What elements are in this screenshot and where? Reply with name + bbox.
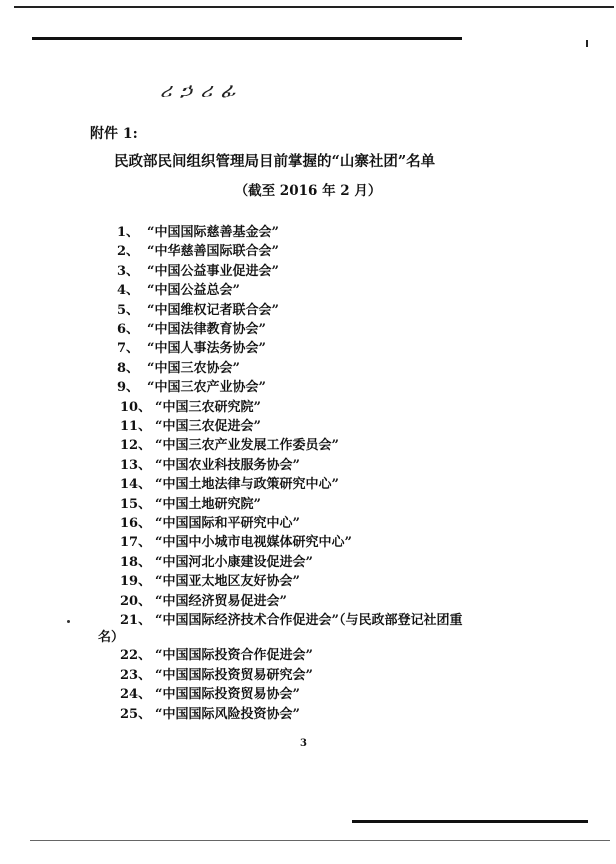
list-item [117, 359, 240, 379]
list-item [117, 320, 266, 340]
list-item-number: 6、 [117, 322, 140, 337]
list-item-number: 5、 [117, 302, 140, 318]
footer-rule [352, 820, 588, 823]
list-item-name: “中国三农产业协会” [147, 380, 266, 396]
list-item-number: 25、 [120, 706, 152, 722]
list-item [120, 495, 261, 515]
list-item-number: 21、 [120, 613, 152, 628]
list-item-name: “中国国际投资贸易协会” [155, 687, 300, 702]
list-item-name: “中国国际风险投资协会” [155, 706, 300, 722]
list-item [117, 223, 279, 243]
list-item [117, 339, 266, 359]
page-number: 3 [300, 738, 307, 749]
list-item-name: “中国国际和平研究中心” [155, 516, 300, 531]
list-item [120, 533, 352, 553]
list-item-number: 3、 [117, 263, 140, 279]
list-item-number: 20、 [120, 593, 152, 609]
scan-mark [586, 40, 588, 47]
list-item [117, 281, 240, 301]
list-item-name: “中国公益总会” [147, 283, 240, 299]
list-item-name: “中国三农产业发展工作委员会” [155, 438, 339, 454]
list-item-name: “中国中小城市电视媒体研究中心” [155, 535, 352, 551]
list-item-number: 14、 [120, 477, 152, 493]
list-item [117, 301, 279, 321]
list-item-name: “中国河北小康建设促进会” [155, 554, 313, 570]
list-item-name: “中国国际经济技术合作促进会”（与民政部登记社团重 [155, 613, 463, 628]
list-item-number: 16、 [120, 516, 152, 531]
list-item [117, 242, 279, 262]
list-item-name: “中华慈善国际联合会” [147, 244, 279, 260]
scan-edge-top [14, 6, 614, 8]
list-item-name: “中国人事法务协会” [147, 341, 266, 357]
list-item [120, 475, 339, 495]
list-item-number: 10、 [120, 399, 152, 415]
list-item-name: “中国法律教育协会” [147, 322, 266, 337]
attachment-label: 附件 1: [90, 126, 138, 142]
document-subtitle: （截至 2016 年 2 月） [234, 183, 382, 199]
list-item-name: “中国农业科技服务协会” [155, 457, 300, 473]
list-item-name: “中国三农促进会” [155, 419, 261, 434]
header-rule [32, 37, 462, 40]
list-item-name: “中国维权记者联合会” [147, 302, 279, 318]
list-item-number: 12、 [120, 438, 152, 454]
list-item [120, 666, 313, 686]
list-item [120, 436, 339, 456]
list-item-number: 18、 [120, 554, 152, 570]
list-item-number: 22、 [120, 648, 152, 663]
list-item [120, 685, 300, 705]
list-item-number: 11、 [120, 419, 152, 434]
list-item-name: “中国三农研究院” [155, 399, 261, 415]
list-item-number: 24、 [120, 687, 152, 702]
list-item [117, 378, 266, 398]
list-item-number: 8、 [117, 360, 140, 376]
list-item-number: 1、 [117, 225, 140, 240]
list-item [120, 553, 313, 573]
list-item [120, 592, 287, 612]
list-item [120, 514, 300, 534]
list-item-number: 9、 [117, 380, 140, 396]
scan-edge-bottom [30, 840, 610, 841]
list-item-number: 23、 [120, 667, 152, 683]
list-item-name: “中国亚太地区友好协会” [155, 574, 300, 590]
list-item [120, 705, 300, 725]
list-item [120, 456, 300, 476]
list-item-name: “中国国际慈善基金会” [147, 225, 279, 240]
list-item-name: “中国国际投资合作促进会” [155, 648, 313, 663]
list-item-number: 7、 [117, 341, 140, 357]
item-21-continuation: 名） [98, 630, 125, 645]
list-item [120, 572, 300, 592]
list-item-number: 2、 [117, 244, 140, 260]
list-item-number: 4、 [117, 283, 140, 299]
list-item-number: 19、 [120, 574, 152, 590]
list-item-name: “中国三农协会” [147, 360, 240, 376]
scan-speck [67, 620, 70, 623]
list-item-name: “中国土地法律与政策研究中心” [155, 477, 339, 493]
list-item-name: “中国公益事业促进会” [147, 263, 279, 279]
list-item-number: 15、 [120, 496, 152, 512]
handwritten-note: ሪ ኃ ሪ ፊ [160, 78, 237, 102]
list-item [120, 398, 261, 418]
list-item [120, 417, 261, 437]
list-item [120, 646, 313, 666]
list-item-number: 13、 [120, 457, 152, 473]
document-title: 民政部民间组织管理局目前掌握的“山寨社团”名单 [114, 153, 436, 170]
list-item-name: “中国经济贸易促进会” [155, 593, 287, 609]
list-item-name: “中国土地研究院” [155, 496, 261, 512]
list-item-number: 17、 [120, 535, 152, 551]
list-item [117, 262, 279, 282]
list-item-name: “中国国际投资贸易研究会” [155, 667, 313, 683]
list-item [120, 611, 462, 631]
